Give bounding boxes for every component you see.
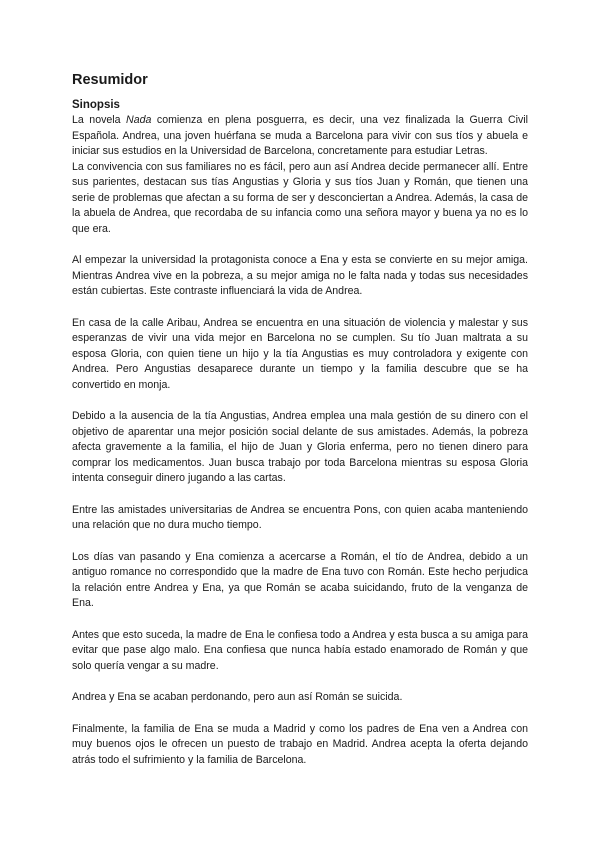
paragraph-calle-aribau: En casa de la calle Aribau, Andrea se encuentra en una situación de violencia y malestar y sus esperanzas de vivir una vida mejor en Barcelona no se cumplen. Su tío Juan maltrata a su esposa Gloria, con quien tiene un hijo y la tía Angustias es muy controladora y exigente con Andrea. Pero Angustias desaparece durante un tiempo y la familia descubre que se ha convertido en monja.	[72, 316, 528, 391]
paragraph-ausencia-angustias: Debido a la ausencia de la tía Angustias, Andrea emplea una mala gestión de su dinero con el objetivo de aparentar una mejor posición social delante de sus amistades. Además, la pobreza afecta gravemente a la familia, el hijo de Juan y Gloria enferma, pero no tienen dinero para comprar los medicamentos. Juan busca trabajo por toda Barcelona mientras su esposa Gloria intenta conseguir dinero jugando a las cartas.	[72, 410, 528, 484]
paragraph-pons: Entre las amistades universitarias de Andrea se encuentra Pons, con quien acaba manteniendo una relación que no dura mucho tiempo.	[72, 503, 528, 531]
novel-title: Nada	[126, 114, 152, 126]
paragraph-final: Finalmente, la familia de Ena se muda a Madrid y como los padres de Ena ven a Andrea con muy buenos ojos le ofrecen un puesto de trabajo en Madrid. Andrea acepta la oferta dejando atrás todo el sufrimiento y la familia de Barcelona.	[72, 722, 528, 766]
paragraph-universidad: Al empezar la universidad la protagonista conoce a Ena y esta se convierte en su mejor amiga. Mientras Andrea vive en la pobreza, a su mejor amiga no le falta nada y todas sus necesidades están cubiertas. Este contraste influenciará la vida de Andrea.	[72, 254, 528, 297]
paragraph-roman: Los días van pasando y Ena comienza a acercarse a Román, el tío de Andrea, debido a un antiguo romance no correspondido que la madre de Ena tuvo con Román. Este hecho perjudica la relación entre Andrea y Ena, ya que Román se acaba suicidando, fruto de la venganza de Ena.	[72, 550, 528, 609]
paragraph-convivencia: La convivencia con sus familiares no es fácil, pero aun así Andrea decide permanecer allí. Entre sus parientes, destacan sus tías Angustias y Gloria y sus tíos Juan y Román, que tienen una serie de problemas que afectan a su forma de ser y desconciertan a Andrea. Además, la casa de la abuela de Andrea, que recordaba de su infancia como una señora mayor y buena ya no es lo que era.	[72, 160, 528, 235]
paragraph-confesion: Antes que esto suceda, la madre de Ena le confiesa todo a Andrea y esta busca a su amiga para evitar que pase algo malo. Ena confiesa que nunca había estado enamorado de Román y que solo quería vengar a su madre.	[72, 628, 528, 672]
document-title: Resumidor	[72, 72, 148, 88]
intro-text-start: La novela	[72, 114, 127, 126]
document-page	[72, 70, 528, 784]
intro-text-end: comienza en plena posguerra, es decir, una vez finalizada la Guerra Civil Española. Andrea, una joven huérfana se muda a Barcelona para vivir con sus tíos y abuela e iniciar sus estudios en la Universidad de Barcelona, concretamente para estudiar Letras.	[72, 114, 528, 157]
paragraph-intro	[72, 113, 528, 160]
paragraph-perdon: Andrea y Ena se acaban perdonando, pero aun así Román se suicida.	[72, 691, 403, 703]
section-title-sinopsis: Sinopsis	[72, 99, 120, 111]
